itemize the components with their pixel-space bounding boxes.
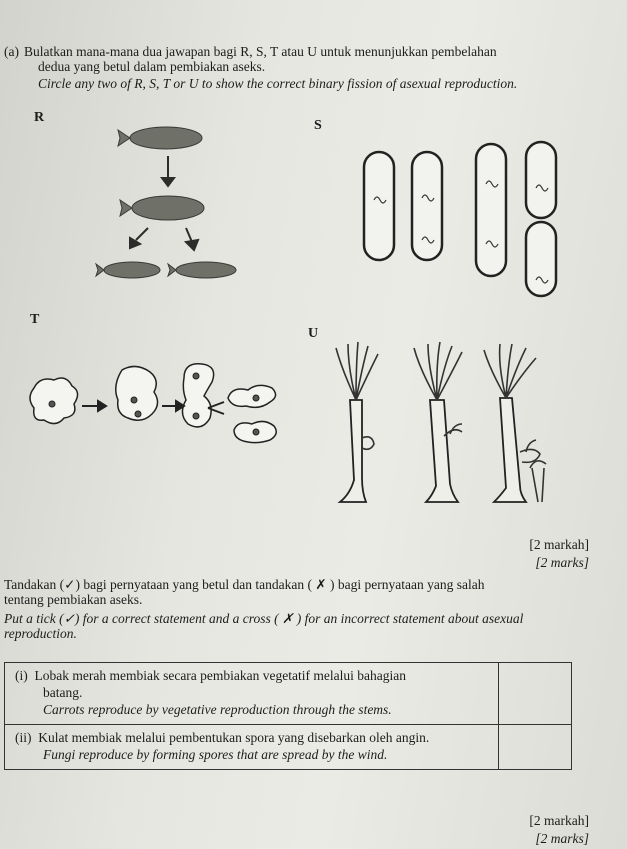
statement-2-number: (ii) <box>15 730 32 745</box>
statement-1-answer-box[interactable] <box>499 663 572 725</box>
statement-1-malay-line2: batang. <box>43 685 83 700</box>
instruction-malay-line2: tentang pembiakan aseks. <box>4 592 143 607</box>
statement-2-malay: Kulat membiak melalui pembentukan spora yang disebarkan oleh angin. <box>38 730 430 745</box>
marks-part1-english: [2 marks] <box>535 555 589 570</box>
marks-part1-malay: [2 markah] <box>529 537 589 552</box>
option-label-s[interactable]: S <box>314 118 322 133</box>
instruction-english-line1: Put a tick (✓) for a correct statement and a cross ( ✗ ) for an incorrect statement about asexual <box>4 611 524 626</box>
statement-1-malay-line1: Lobak merah membiak secara pembiakan vegetatif melalui bahagian <box>34 668 406 683</box>
diagram-r[interactable] <box>96 118 256 288</box>
question-number: (a) <box>4 44 19 59</box>
statements-table <box>4 662 572 770</box>
instruction-english-line2: reproduction. <box>4 626 77 641</box>
option-label-r[interactable]: R <box>34 110 45 125</box>
diagram-t[interactable] <box>30 358 280 448</box>
option-label-u[interactable]: U <box>308 326 319 341</box>
statement-1-number: (i) <box>15 668 28 683</box>
marks-part2-malay: [2 markah] <box>529 813 589 828</box>
statement-2-text <box>5 725 499 770</box>
statement-1-text <box>5 663 499 725</box>
statement-1-english: Carrots reproduce by vegetative reproduction through the stems. <box>43 702 392 717</box>
statement-row-2 <box>5 725 572 770</box>
option-label-t[interactable]: T <box>30 312 40 327</box>
statement-2-answer-box[interactable] <box>499 725 572 770</box>
statement-row-1 <box>5 663 572 725</box>
marks-part2-english: [2 marks] <box>535 831 589 846</box>
instruction-malay-line1: Tandakan (✓) bagi pernyataan yang betul dan tandakan ( ✗ ) bagi pernyataan yang salah <box>4 577 485 592</box>
diagram-s[interactable] <box>360 140 580 300</box>
diagram-u[interactable] <box>332 340 572 510</box>
question-english: Circle any two of R, S, T or U to show the correct binary fission of asexual reproduction. <box>38 76 518 91</box>
question-malay-line1: Bulatkan mana-mana dua jawapan bagi R, S, T atau U untuk menunjukkan pembelahan <box>24 44 497 59</box>
question-malay-line2: dedua yang betul dalam pembiakan aseks. <box>38 59 266 74</box>
statement-2-english: Fungi reproduce by forming spores that are spread by the wind. <box>43 747 388 762</box>
